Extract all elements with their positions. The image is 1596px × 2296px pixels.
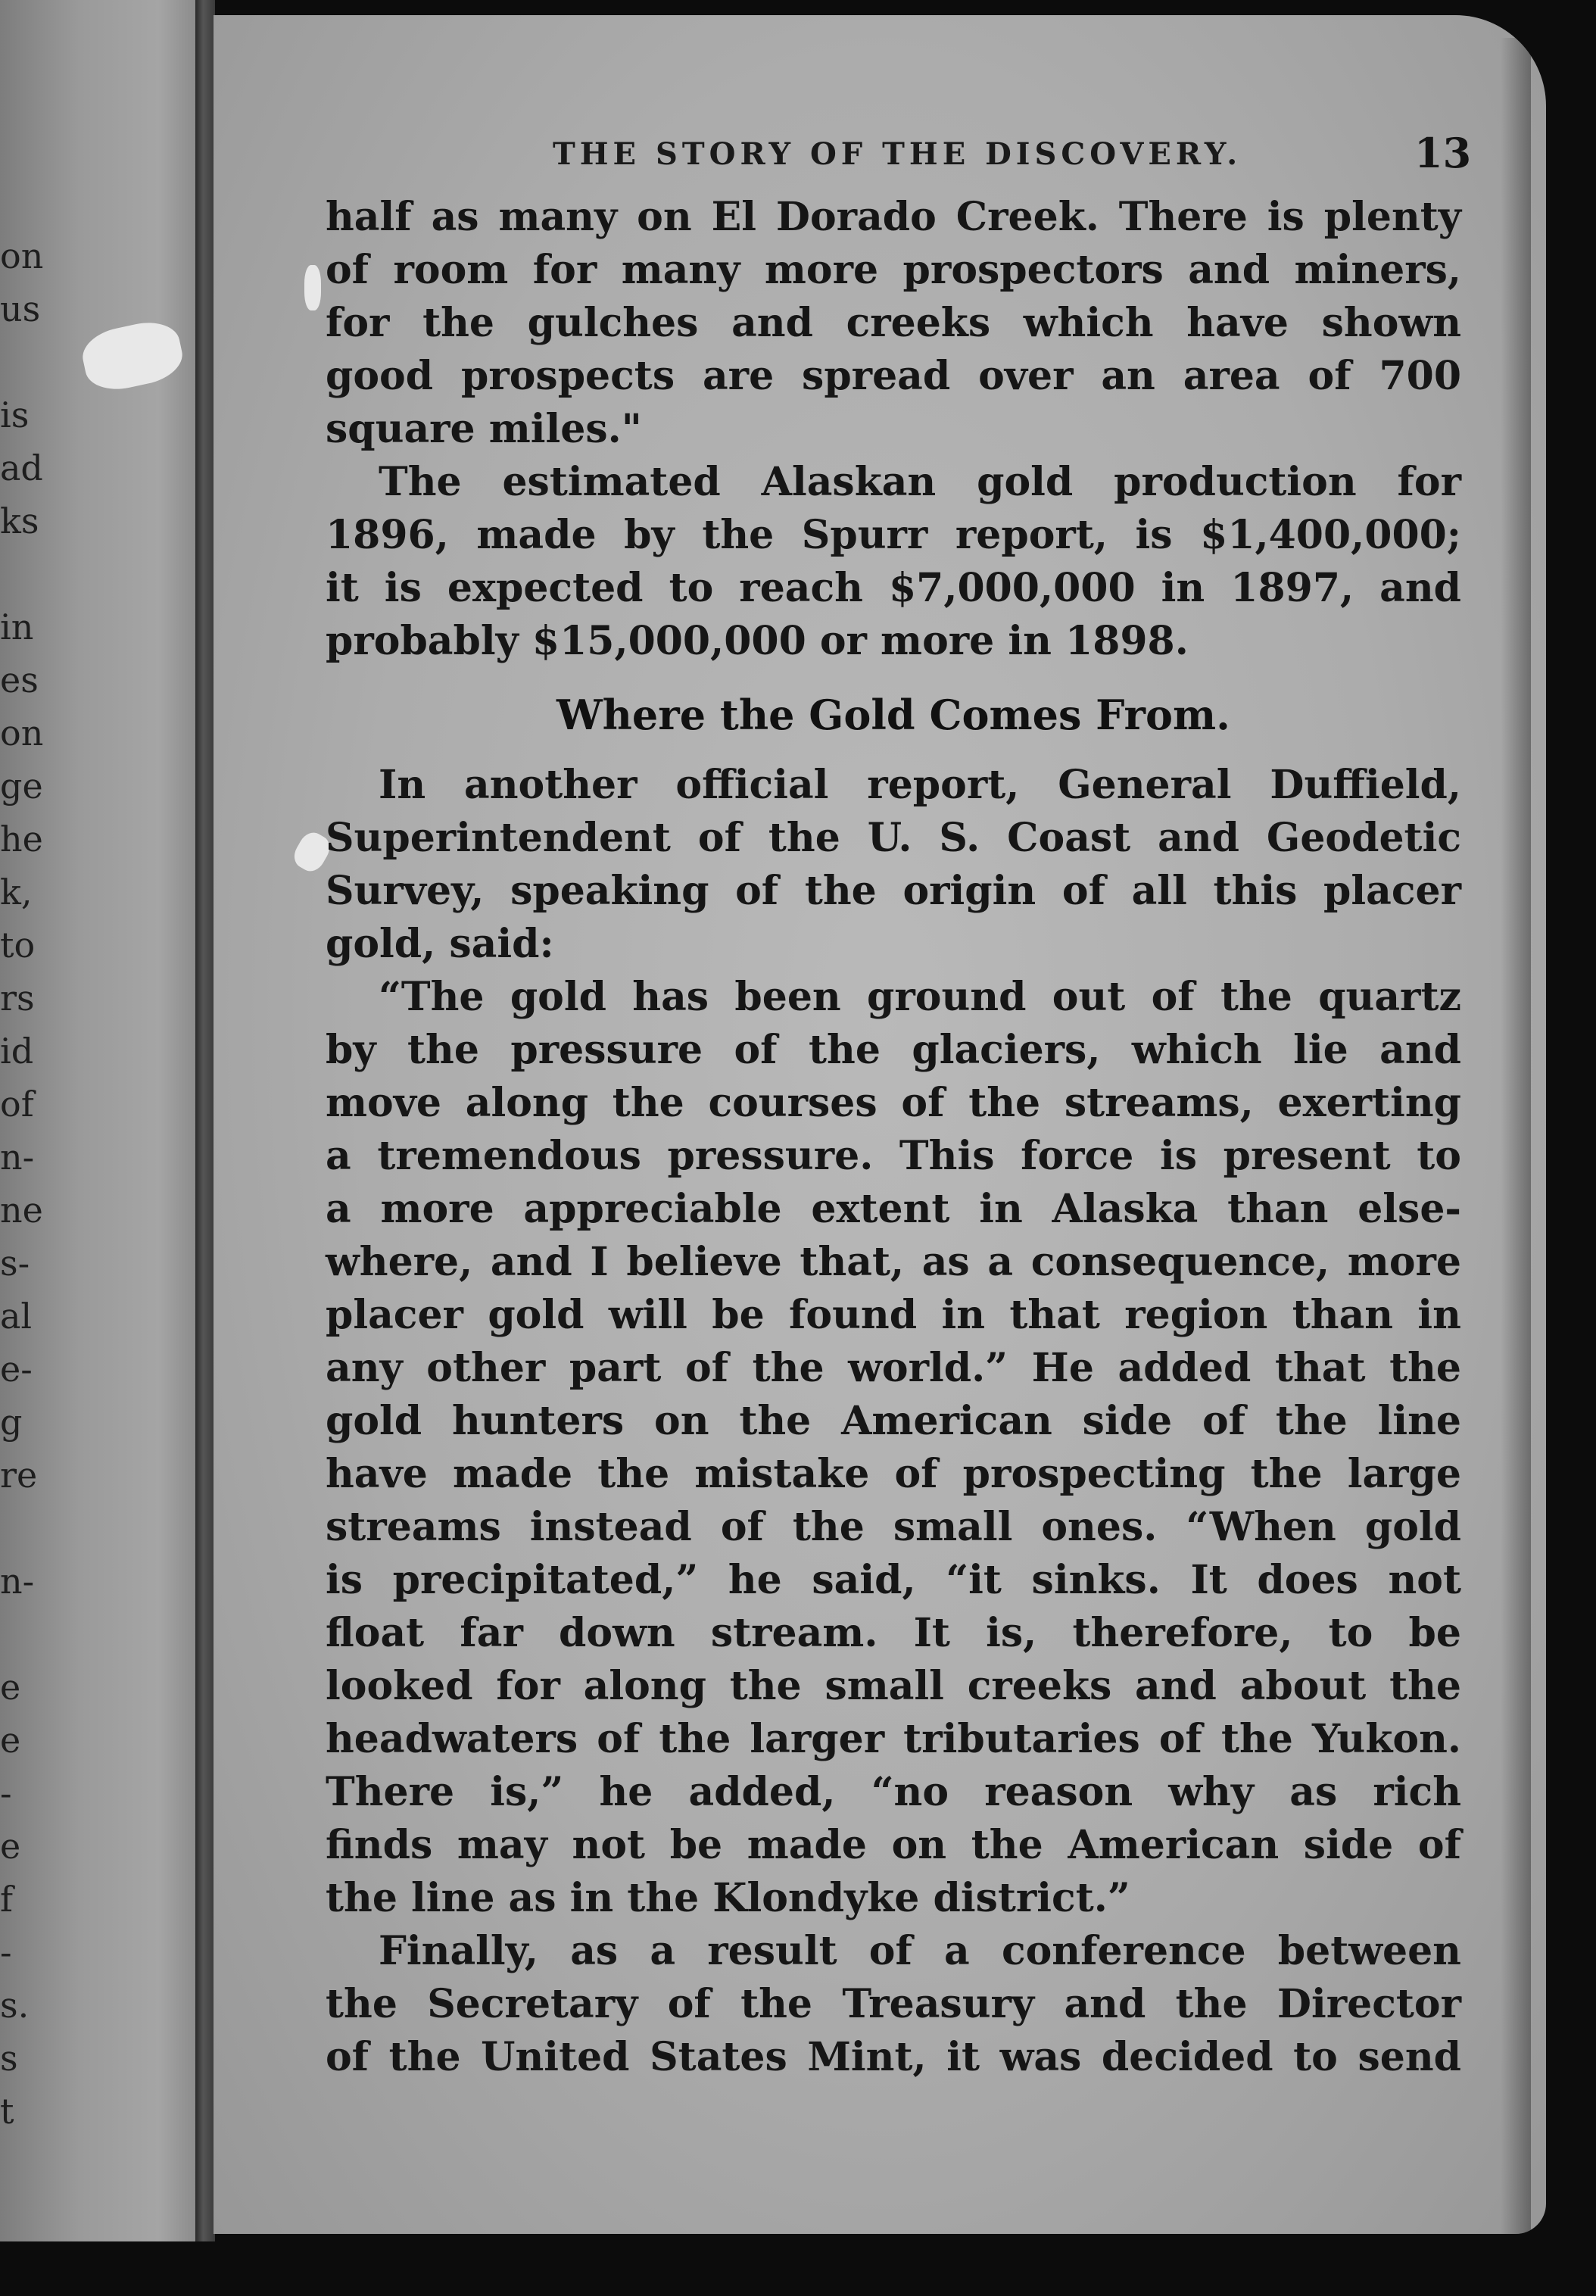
prev-page-fragment: on	[0, 713, 44, 753]
prev-page-fragment: id	[0, 1031, 34, 1072]
prev-page-fragment: of	[0, 1084, 34, 1125]
prev-page-fragment: s-	[0, 1243, 30, 1284]
prev-page-fragment: t	[0, 2091, 14, 2132]
prev-page-fragment: e	[0, 1720, 21, 1761]
prev-page-fragment: e-	[0, 1349, 33, 1390]
text-line: of room for many more prospectors and miners,	[326, 247, 1461, 293]
text-line: half as many on El Dorado Creek. There is plenty	[326, 194, 1461, 240]
prev-page-fragment: ne	[0, 1190, 43, 1231]
prev-page-fragment: g	[0, 1402, 23, 1443]
prev-page-fragment: n-	[0, 1561, 35, 1602]
text-line: move along the courses of the streams, exerting	[326, 1080, 1461, 1126]
text-line: a tremendous pressure. This force is present to	[326, 1133, 1461, 1179]
text-line: gold hunters on the American side of the line	[326, 1398, 1461, 1444]
prev-page-fragment: us	[0, 289, 41, 329]
prev-page-fragment: s.	[0, 1985, 30, 2026]
prev-page-fragment: ks	[0, 501, 39, 541]
page-header	[339, 129, 1475, 182]
prev-page-fragment: in	[0, 607, 34, 647]
text-line: streams instead of the small ones. “When gold	[326, 1504, 1461, 1550]
prev-page-fragment: ge	[0, 766, 43, 806]
prev-page-fragment: e	[0, 1667, 21, 1708]
text-line: The estimated Alaskan gold production for	[379, 459, 1461, 505]
prev-page-fragment: k,	[0, 872, 33, 912]
prev-page-fragment: rs	[0, 978, 35, 1019]
prev-page-fragment: al	[0, 1296, 33, 1337]
text-line: headwaters of the larger tributaries of the Yukon.	[326, 1716, 1461, 1762]
prev-page-fragment: e	[0, 1826, 21, 1867]
page-body	[326, 191, 1461, 2084]
text-line: good prospects are spread over an area of 700	[326, 353, 1461, 399]
page-number: 13	[1414, 129, 1472, 177]
text-line: gold, said:	[326, 921, 554, 967]
prev-page-fragment: -	[0, 1773, 12, 1814]
text-line: “The gold has been ground out of the quartz	[379, 974, 1461, 1020]
text-line: it is expected to reach $7,000,000 in 1897, and	[326, 565, 1461, 611]
text-line: a more appreciable extent in Alaska than else-	[326, 1186, 1461, 1232]
text-line: finds may not be made on the American side of	[326, 1822, 1461, 1868]
prev-page-fragment: f	[0, 1879, 14, 1920]
text-line: the Secretary of the Treasury and the Director	[326, 1981, 1461, 2027]
text-line: 1896, made by the Spurr report, is $1,400,000;	[326, 512, 1461, 558]
text-line: There is,” he added, “no reason why as rich	[326, 1769, 1461, 1815]
prev-page-fragment: n-	[0, 1137, 35, 1178]
prev-page-fragment: s	[0, 2038, 18, 2079]
text-line: where, and I believe that, as a consequence, more	[326, 1239, 1461, 1285]
text-line: float far down stream. It is, therefore, to be	[326, 1610, 1461, 1656]
prev-page-fragment: es	[0, 660, 39, 700]
running-head: THE STORY OF THE DISCOVERY.	[553, 136, 1242, 172]
prev-page-fragment: ad	[0, 448, 43, 488]
text-line: probably $15,000,000 or more in 1898.	[326, 618, 1189, 664]
text-line: looked for along the small creeks and about the	[326, 1663, 1461, 1709]
text-line: for the gulches and creeks which have shown	[326, 300, 1461, 346]
prev-page-fragment: to	[0, 925, 36, 966]
text-line: have made the mistake of prospecting the large	[326, 1451, 1461, 1497]
text-line: In another official report, General Duffield,	[379, 762, 1461, 808]
section-heading: Where the Gold Comes From.	[556, 691, 1230, 739]
paper-blemish	[78, 316, 187, 395]
text-line: is precipitated,” he said, “it sinks. It does not	[326, 1557, 1461, 1603]
text-line: by the pressure of the glaciers, which lie and	[326, 1027, 1461, 1073]
text-line: Superintendent of the U. S. Coast and Geodetic	[326, 815, 1461, 861]
page-edge-shadow	[1501, 38, 1531, 2234]
prev-page-fragment: is	[0, 395, 30, 435]
text-line: any other part of the world.” He added that the	[326, 1345, 1461, 1391]
prev-page-fragment: re	[0, 1455, 38, 1496]
text-line: square miles."	[326, 406, 642, 452]
book-gutter	[195, 0, 215, 2241]
text-line: Survey, speaking of the origin of all this placer	[326, 868, 1461, 914]
text-line: the line as in the Klondyke district.”	[326, 1875, 1130, 1921]
text-line: placer gold will be found in that region than in	[326, 1292, 1461, 1338]
prev-page-fragment: he	[0, 819, 43, 859]
text-line: of the United States Mint, it was decided to send	[326, 2034, 1461, 2080]
previous-page-edge	[0, 0, 198, 2241]
paper-blemish	[304, 265, 321, 310]
text-line: Finally, as a result of a conference between	[379, 1928, 1461, 1974]
prev-page-fragment: on	[0, 236, 44, 276]
prev-page-fragment: -	[0, 1932, 12, 1973]
